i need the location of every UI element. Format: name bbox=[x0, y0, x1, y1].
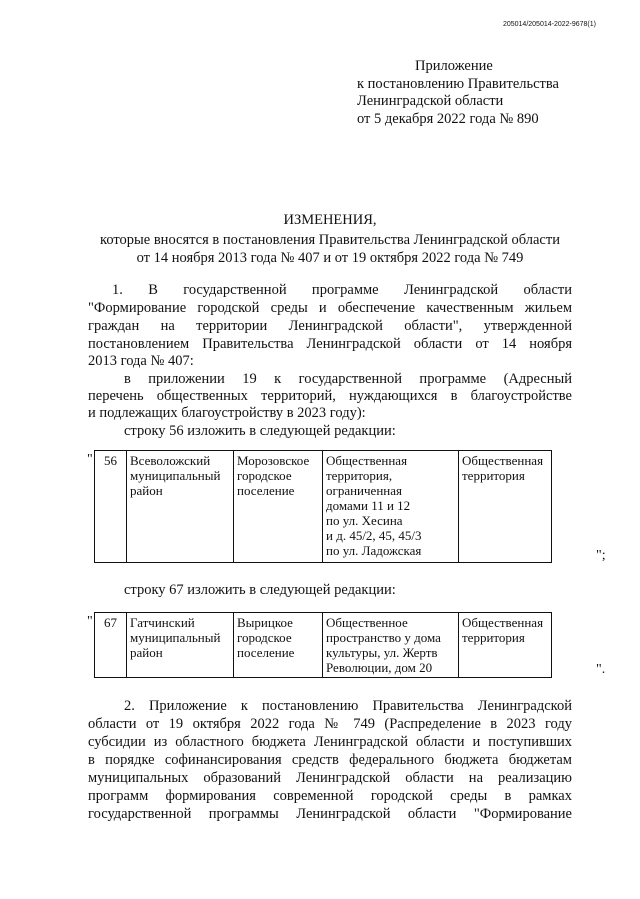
cell-line: городское bbox=[237, 468, 292, 483]
table-row-56 bbox=[94, 450, 552, 563]
paragraph-line: в порядке софинансирования средств федерального бюджета бюджетам bbox=[88, 752, 572, 768]
cell-settlement bbox=[234, 451, 323, 563]
cell-line: по ул. Хесина bbox=[326, 513, 403, 528]
paragraph-line: "Формирование городской среды и обеспечение качественным жильем bbox=[88, 300, 572, 316]
table-row-67 bbox=[94, 612, 552, 678]
row67-intro: строку 67 изложить в следующей редакции: bbox=[124, 582, 396, 598]
cell-line: район bbox=[130, 483, 163, 498]
paragraph-line: перечень общественных территорий, нуждающихся в благоустройстве bbox=[88, 388, 572, 404]
paragraph-line: 1. В государственной программе Ленинградской области bbox=[112, 282, 572, 298]
cell-number: 67 bbox=[95, 613, 127, 678]
paragraph-line: 2013 года № 407: bbox=[88, 353, 194, 369]
close-quote: ". bbox=[596, 662, 606, 677]
cell-line: пространство у дома bbox=[326, 630, 441, 645]
cell-type bbox=[459, 613, 552, 678]
appendix-header bbox=[357, 58, 559, 128]
table-row bbox=[95, 451, 552, 563]
cell-line: территория bbox=[462, 468, 525, 483]
cell-line: домами 11 и 12 bbox=[326, 498, 411, 513]
appendix-line: Приложение bbox=[415, 58, 493, 74]
paragraph-line: 2. Приложение к постановлению Правительства Ленинградской bbox=[124, 698, 572, 714]
document-title: ИЗМЕНЕНИЯ, bbox=[283, 212, 377, 228]
cell-object bbox=[323, 451, 459, 563]
cell-district bbox=[127, 613, 234, 678]
paragraph-line: постановлением Правительства Ленинградской области от 14 ноября bbox=[88, 336, 572, 352]
cell-line: Морозовское bbox=[237, 453, 310, 468]
cell-line: по ул. Ладожская bbox=[326, 543, 422, 558]
open-quote: " bbox=[87, 452, 93, 467]
cell-line: Гатчинский bbox=[130, 615, 195, 630]
appendix-line: к постановлению Правительства bbox=[357, 75, 559, 92]
cell-number: 56 bbox=[95, 451, 127, 563]
cell-line: Общественная bbox=[326, 453, 408, 468]
cell-line: Общественная bbox=[462, 615, 544, 630]
appendix-line: от 5 декабря 2022 года № 890 bbox=[357, 110, 539, 127]
paragraph-line: государственной программы Ленинградской области "Формирование bbox=[88, 806, 572, 822]
cell-line: территория bbox=[462, 630, 525, 645]
cell-line: Всеволожский bbox=[130, 453, 211, 468]
title-subline: от 14 ноября 2013 года № 407 и от 19 октября 2022 года № 749 bbox=[136, 250, 524, 266]
cell-line: поселение bbox=[237, 483, 295, 498]
cell-line: Революции, дом 20 bbox=[326, 660, 433, 675]
cell-type bbox=[459, 451, 552, 563]
cell-line: район bbox=[130, 645, 163, 660]
cell-line: ограниченная bbox=[326, 483, 402, 498]
paragraph-line: в приложении 19 к государственной программе (Адресный bbox=[124, 371, 572, 387]
row56-intro: строку 56 изложить в следующей редакции: bbox=[124, 423, 396, 439]
paragraph-line: муниципальных образований Ленинградской области на реализацию bbox=[88, 770, 572, 786]
cell-settlement bbox=[234, 613, 323, 678]
cell-district bbox=[127, 451, 234, 563]
paragraph-line: программ формирования современной городской среды в рамках bbox=[88, 788, 572, 804]
paragraph-line: области от 19 октября 2022 года № 749 (Распределение в 2023 году bbox=[88, 716, 572, 732]
table-row bbox=[95, 613, 552, 678]
open-quote: " bbox=[87, 614, 93, 629]
title-subline: которые вносятся в постановления Правительства Ленинградской области bbox=[100, 232, 560, 248]
cell-line: культуры, ул. Жертв bbox=[326, 645, 438, 660]
appendix-line: Ленинградской области bbox=[357, 93, 504, 109]
paragraph-line: граждан на территории Ленинградской области", утвержденной bbox=[88, 318, 572, 334]
cell-line: городское bbox=[237, 630, 292, 645]
cell-line: поселение bbox=[237, 645, 295, 660]
cell-line: Вырицкое bbox=[237, 615, 293, 630]
cell-object bbox=[323, 613, 459, 678]
cell-line: муниципальный bbox=[130, 630, 221, 645]
paragraph-line: субсидии из областного бюджета Ленинградской области и поступивших bbox=[88, 734, 572, 750]
cell-line: муниципальный bbox=[130, 468, 221, 483]
cell-line: Общественная bbox=[462, 453, 544, 468]
paragraph-line: и подлежащих благоустройству в 2023 году): bbox=[88, 405, 366, 421]
close-quote: "; bbox=[596, 548, 606, 563]
cell-line: Общественное bbox=[326, 615, 408, 630]
cell-line: территория, bbox=[326, 468, 393, 483]
cell-line: и д. 45/2, 45, 45/3 bbox=[326, 528, 422, 543]
document-id: 205014/205014-2022-9678(1) bbox=[502, 21, 596, 28]
